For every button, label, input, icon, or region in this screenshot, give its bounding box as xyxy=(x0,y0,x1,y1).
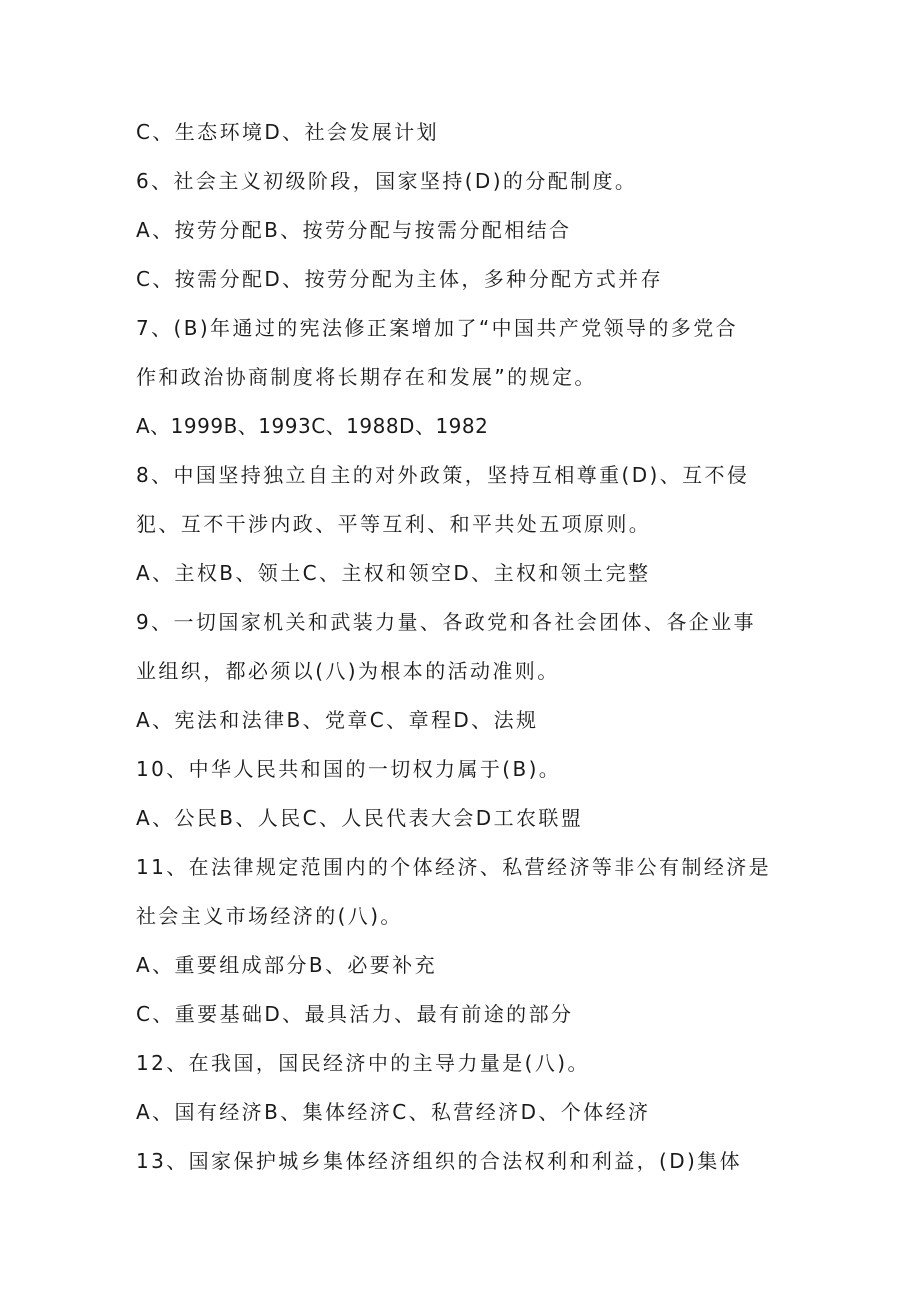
text-line: 作和政治协商制度将长期存在和发展”的规定。 xyxy=(136,365,597,389)
text-line: 业组织，都必须以(八)为根本的活动准则。 xyxy=(136,659,560,683)
text-line: A、宪法和法律B、党章C、章程D、法规 xyxy=(136,708,539,732)
text-line: 6、社会主义初级阶段，国家坚持(D)的分配制度。 xyxy=(136,169,638,193)
text-line: A、1999B、1993C、1988D、1982 xyxy=(136,414,489,438)
text-line: A、国有经济B、集体经济C、私营经济D、个体经济 xyxy=(136,1100,651,1124)
text-line: A、按劳分配B、按劳分配与按需分配相结合 xyxy=(136,218,572,242)
text-line: 13、国家保护城乡集体经济组织的合法权利和利益，(D)集体 xyxy=(136,1149,743,1173)
text-line: A、重要组成部分B、必要补充 xyxy=(136,953,438,977)
text-line: C、生态环境D、社会发展计划 xyxy=(136,120,439,144)
text-line: A、公民B、人民C、人民代表大会D工农联盟 xyxy=(136,806,584,830)
text-line: 8、中国坚持独立自主的对外政策，坚持互相尊重(D)、互不侵 xyxy=(136,463,750,487)
text-line: 11、在法律规定范围内的个体经济、私营经济等非公有制经济是 xyxy=(136,855,772,879)
text-line: 7、(B)年通过的宪法修正案增加了“中国共产党领导的多党合 xyxy=(136,316,739,340)
text-line: 社会主义市场经济的(八)。 xyxy=(136,904,403,928)
text-line: 10、中华人民共和国的一切权力属于(B)。 xyxy=(136,757,562,781)
text-line: C、按需分配D、按劳分配为主体，多种分配方式并存 xyxy=(136,267,663,291)
text-line: 9、一切国家机关和武装力量、各政党和各社会团体、各企业事 xyxy=(136,610,756,634)
question-text-block xyxy=(136,108,796,1186)
text-line: A、主权B、领土C、主权和领空D、主权和领土完整 xyxy=(136,561,651,585)
text-line: 12、在我国，国民经济中的主导力量是(八)。 xyxy=(136,1051,590,1075)
text-line: 犯、互不干涉内政、平等互利、和平共处五项原则。 xyxy=(136,512,652,536)
text-line: C、重要基础D、最具活力、最有前途的部分 xyxy=(136,1002,574,1026)
